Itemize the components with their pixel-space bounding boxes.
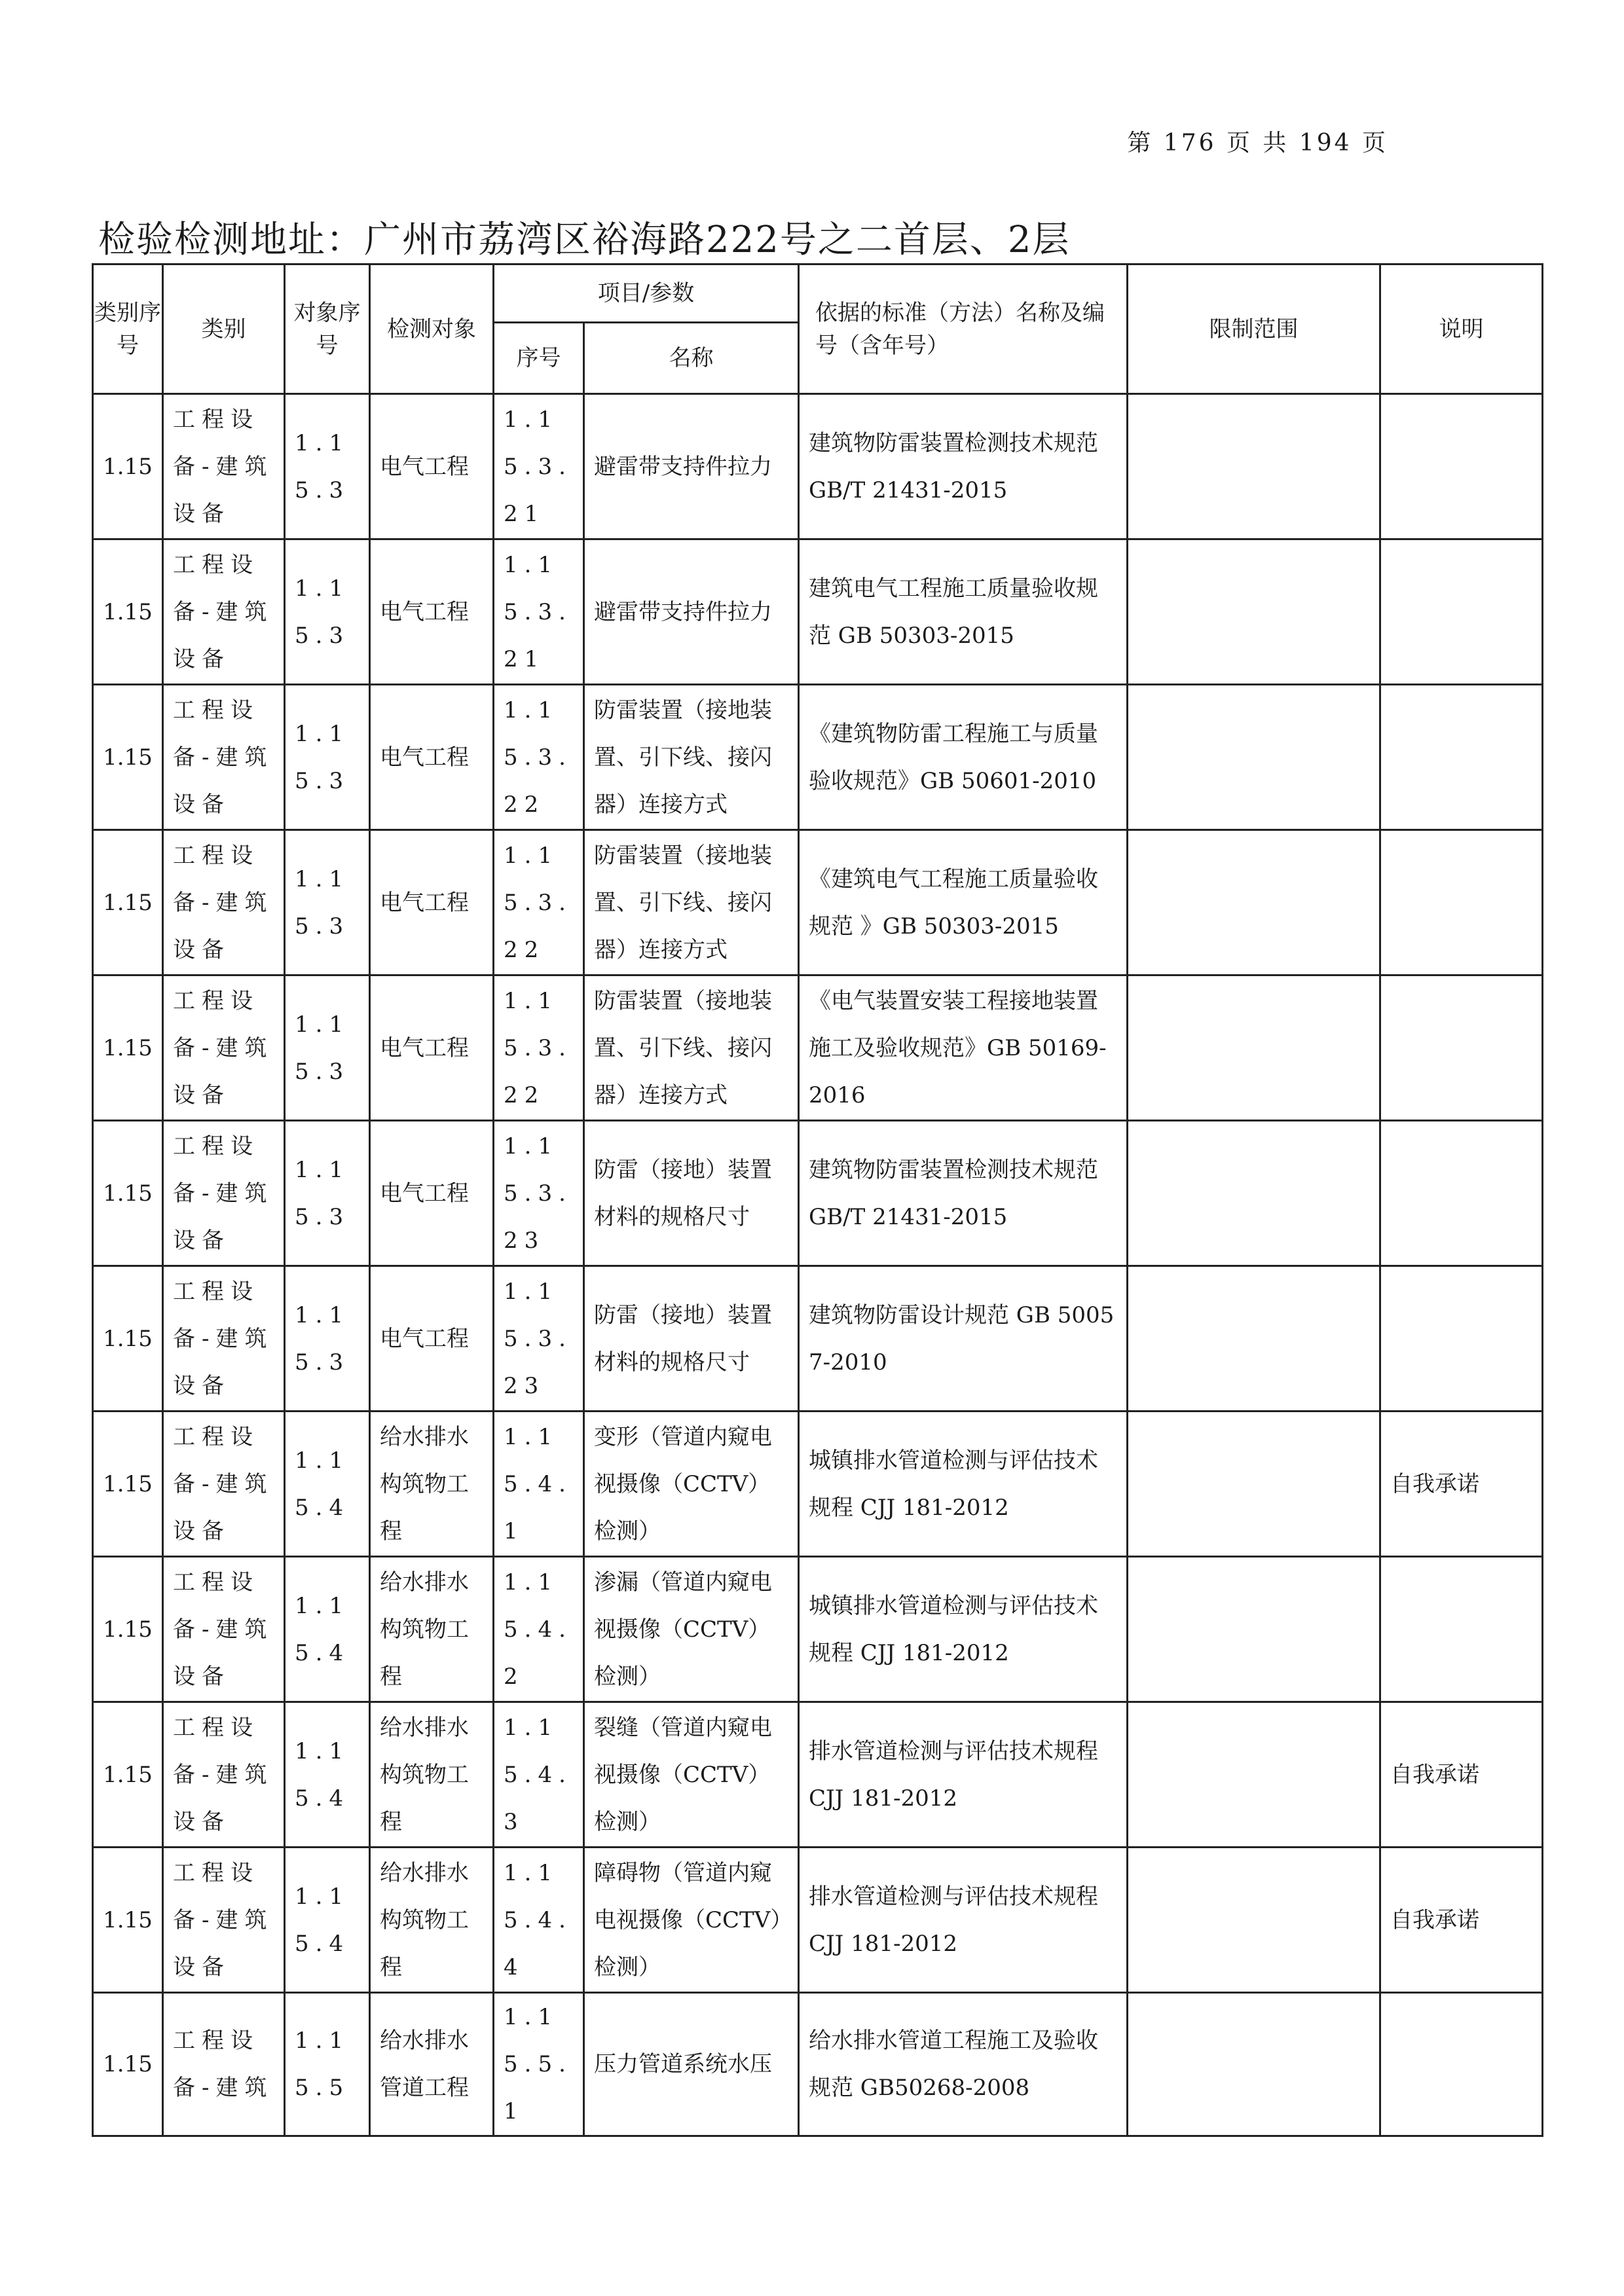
cell-standard: 城镇排水管道检测与评估技术规程 CJJ 181-2012 bbox=[799, 1412, 1128, 1557]
cell-standard: 排水管道检测与评估技术规程 CJJ 181-2012 bbox=[799, 1848, 1128, 1993]
cell-item-name: 裂缝（管道内窥电视摄像（CCTV）检测） bbox=[584, 1702, 799, 1848]
cell-category: 工程设备-建筑设备 bbox=[163, 539, 285, 685]
cell-category: 工程设备-建筑 bbox=[163, 1993, 285, 2136]
cell-item-name: 防雷（接地）装置材料的规格尺寸 bbox=[584, 1266, 799, 1412]
header-note: 说明 bbox=[1380, 264, 1543, 394]
cell-item-no: 1.15.4.4 bbox=[494, 1848, 584, 1993]
cell-object: 电气工程 bbox=[370, 539, 494, 685]
cell-item-name: 防雷装置（接地装置、引下线、接闪器）连接方式 bbox=[584, 830, 799, 975]
table-row bbox=[93, 1412, 1543, 1557]
cell-limit bbox=[1128, 539, 1380, 685]
cell-object: 电气工程 bbox=[370, 394, 494, 539]
cell-category-no: 1.15 bbox=[93, 1557, 163, 1702]
cell-note bbox=[1380, 685, 1543, 830]
header-row bbox=[93, 264, 1543, 323]
cell-object-no: 1.15.3 bbox=[285, 1266, 370, 1412]
cell-item-name: 变形（管道内窥电视摄像（CCTV）检测） bbox=[584, 1412, 799, 1557]
testing-address: 检验检测地址：广州市荔湾区裕海路222号之二首层、2层 bbox=[98, 219, 1071, 261]
cell-item-no: 1.15.4.2 bbox=[494, 1557, 584, 1702]
cell-object: 给水排水构筑物工程 bbox=[370, 1848, 494, 1993]
cell-item-no: 1.15.5.1 bbox=[494, 1993, 584, 2136]
cell-standard: 建筑物防雷装置检测技术规范 GB/T 21431-2015 bbox=[799, 1121, 1128, 1266]
cell-object-no: 1.15.4 bbox=[285, 1848, 370, 1993]
cell-limit bbox=[1128, 1993, 1380, 2136]
cell-limit bbox=[1128, 1702, 1380, 1848]
cell-category-no: 1.15 bbox=[93, 685, 163, 830]
cell-object: 电气工程 bbox=[370, 685, 494, 830]
cell-object: 给水排水构筑物工程 bbox=[370, 1702, 494, 1848]
cell-object-no: 1.15.3 bbox=[285, 1121, 370, 1266]
cell-item-no: 1.15.3.22 bbox=[494, 830, 584, 975]
cell-item-name: 避雷带支持件拉力 bbox=[584, 539, 799, 685]
cell-category: 工程设备-建筑设备 bbox=[163, 1412, 285, 1557]
cell-item-name: 防雷（接地）装置材料的规格尺寸 bbox=[584, 1121, 799, 1266]
cell-category-no: 1.15 bbox=[93, 539, 163, 685]
cell-category: 工程设备-建筑设备 bbox=[163, 394, 285, 539]
cell-standard: 建筑物防雷设计规范 GB 50057-2010 bbox=[799, 1266, 1128, 1412]
cell-object-no: 1.15.3 bbox=[285, 539, 370, 685]
cell-note bbox=[1380, 975, 1543, 1121]
header-category: 类别 bbox=[163, 264, 285, 394]
cell-object-no: 1.15.3 bbox=[285, 975, 370, 1121]
table-row bbox=[93, 1702, 1543, 1848]
cell-category: 工程设备-建筑设备 bbox=[163, 975, 285, 1121]
cell-standard: 建筑物防雷装置检测技术规范 GB/T 21431-2015 bbox=[799, 394, 1128, 539]
cell-note bbox=[1380, 1993, 1543, 2136]
cell-category-no: 1.15 bbox=[93, 1993, 163, 2136]
cell-limit bbox=[1128, 394, 1380, 539]
cell-object-no: 1.15.4 bbox=[285, 1702, 370, 1848]
cell-object-no: 1.15.5 bbox=[285, 1993, 370, 2136]
table-row bbox=[93, 394, 1543, 539]
cell-item-no: 1.15.3.21 bbox=[494, 539, 584, 685]
header-object-no: 对象序号 bbox=[285, 264, 370, 394]
cell-note bbox=[1380, 1121, 1543, 1266]
cell-object: 电气工程 bbox=[370, 975, 494, 1121]
cell-note bbox=[1380, 830, 1543, 975]
cell-object-no: 1.15.4 bbox=[285, 1557, 370, 1702]
cell-category: 工程设备-建筑设备 bbox=[163, 1848, 285, 1993]
cell-standard: 《建筑物防雷工程施工与质量验收规范》GB 50601-2010 bbox=[799, 685, 1128, 830]
cell-category-no: 1.15 bbox=[93, 830, 163, 975]
cell-item-no: 1.15.3.23 bbox=[494, 1266, 584, 1412]
cell-category-no: 1.15 bbox=[93, 1702, 163, 1848]
cell-category-no: 1.15 bbox=[93, 1121, 163, 1266]
cell-limit bbox=[1128, 685, 1380, 830]
cell-limit bbox=[1128, 1121, 1380, 1266]
cell-object-no: 1.15.4 bbox=[285, 1412, 370, 1557]
cell-category: 工程设备-建筑设备 bbox=[163, 685, 285, 830]
cell-note bbox=[1380, 1266, 1543, 1412]
accreditation-table bbox=[92, 263, 1543, 2137]
cell-note: 自我承诺 bbox=[1380, 1848, 1543, 1993]
cell-item-no: 1.15.3.21 bbox=[494, 394, 584, 539]
cell-limit bbox=[1128, 1412, 1380, 1557]
header-object: 检测对象 bbox=[370, 264, 494, 394]
cell-category-no: 1.15 bbox=[93, 394, 163, 539]
table-row bbox=[93, 1848, 1543, 1993]
page-number: 第 176 页 共 194 页 bbox=[1127, 130, 1388, 156]
cell-category: 工程设备-建筑设备 bbox=[163, 1702, 285, 1848]
cell-item-name: 渗漏（管道内窥电视摄像（CCTV）检测） bbox=[584, 1557, 799, 1702]
cell-note bbox=[1380, 394, 1543, 539]
table-row bbox=[93, 1266, 1543, 1412]
cell-object: 电气工程 bbox=[370, 1266, 494, 1412]
cell-item-name: 避雷带支持件拉力 bbox=[584, 394, 799, 539]
cell-object: 给水排水构筑物工程 bbox=[370, 1557, 494, 1702]
cell-category-no: 1.15 bbox=[93, 975, 163, 1121]
cell-standard: 《建筑电气工程施工质量验收规范 》GB 50303-2015 bbox=[799, 830, 1128, 975]
cell-limit bbox=[1128, 1557, 1380, 1702]
cell-category: 工程设备-建筑设备 bbox=[163, 1266, 285, 1412]
table-row bbox=[93, 830, 1543, 975]
cell-note: 自我承诺 bbox=[1380, 1412, 1543, 1557]
cell-item-no: 1.15.4.1 bbox=[494, 1412, 584, 1557]
table-row bbox=[93, 975, 1543, 1121]
header-item-name: 名称 bbox=[584, 323, 799, 394]
cell-object: 给水排水构筑物工程 bbox=[370, 1412, 494, 1557]
header-item-group: 项目/参数 bbox=[494, 264, 799, 323]
table-row bbox=[93, 539, 1543, 685]
cell-limit bbox=[1128, 975, 1380, 1121]
cell-category-no: 1.15 bbox=[93, 1266, 163, 1412]
header-item-no: 序号 bbox=[494, 323, 584, 394]
cell-object-no: 1.15.3 bbox=[285, 394, 370, 539]
cell-item-no: 1.15.4.3 bbox=[494, 1702, 584, 1848]
cell-standard: 给水排水管道工程施工及验收规范 GB50268-2008 bbox=[799, 1993, 1128, 2136]
cell-category: 工程设备-建筑设备 bbox=[163, 830, 285, 975]
table-row bbox=[93, 1993, 1543, 2136]
cell-standard: 建筑电气工程施工质量验收规范 GB 50303-2015 bbox=[799, 539, 1128, 685]
cell-limit bbox=[1128, 830, 1380, 975]
cell-item-name: 防雷装置（接地装置、引下线、接闪器）连接方式 bbox=[584, 975, 799, 1121]
cell-standard: 《电气装置安装工程接地装置施工及验收规范》GB 50169-2016 bbox=[799, 975, 1128, 1121]
cell-item-no: 1.15.3.23 bbox=[494, 1121, 584, 1266]
cell-object: 电气工程 bbox=[370, 1121, 494, 1266]
cell-category: 工程设备-建筑设备 bbox=[163, 1121, 285, 1266]
cell-note bbox=[1380, 539, 1543, 685]
cell-note bbox=[1380, 1557, 1543, 1702]
header-limit: 限制范围 bbox=[1128, 264, 1380, 394]
cell-item-name: 防雷装置（接地装置、引下线、接闪器）连接方式 bbox=[584, 685, 799, 830]
cell-item-no: 1.15.3.22 bbox=[494, 685, 584, 830]
cell-object: 给水排水管道工程 bbox=[370, 1993, 494, 2136]
cell-item-name: 障碍物（管道内窥电视摄像（CCTV）检测） bbox=[584, 1848, 799, 1993]
cell-category-no: 1.15 bbox=[93, 1848, 163, 1993]
cell-category-no: 1.15 bbox=[93, 1412, 163, 1557]
cell-item-name: 压力管道系统水压 bbox=[584, 1993, 799, 2136]
header-standard: 依据的标准（方法）名称及编号（含年号） bbox=[799, 264, 1128, 394]
cell-note: 自我承诺 bbox=[1380, 1702, 1543, 1848]
table-row bbox=[93, 1557, 1543, 1702]
cell-category: 工程设备-建筑设备 bbox=[163, 1557, 285, 1702]
header-category-no: 类别序号 bbox=[93, 264, 163, 394]
cell-standard: 城镇排水管道检测与评估技术规程 CJJ 181-2012 bbox=[799, 1557, 1128, 1702]
cell-object-no: 1.15.3 bbox=[285, 830, 370, 975]
table-row bbox=[93, 685, 1543, 830]
cell-limit bbox=[1128, 1848, 1380, 1993]
cell-object: 电气工程 bbox=[370, 830, 494, 975]
table-row bbox=[93, 1121, 1543, 1266]
cell-object-no: 1.15.3 bbox=[285, 685, 370, 830]
cell-standard: 排水管道检测与评估技术规程 CJJ 181-2012 bbox=[799, 1702, 1128, 1848]
cell-item-no: 1.15.3.22 bbox=[494, 975, 584, 1121]
cell-limit bbox=[1128, 1266, 1380, 1412]
